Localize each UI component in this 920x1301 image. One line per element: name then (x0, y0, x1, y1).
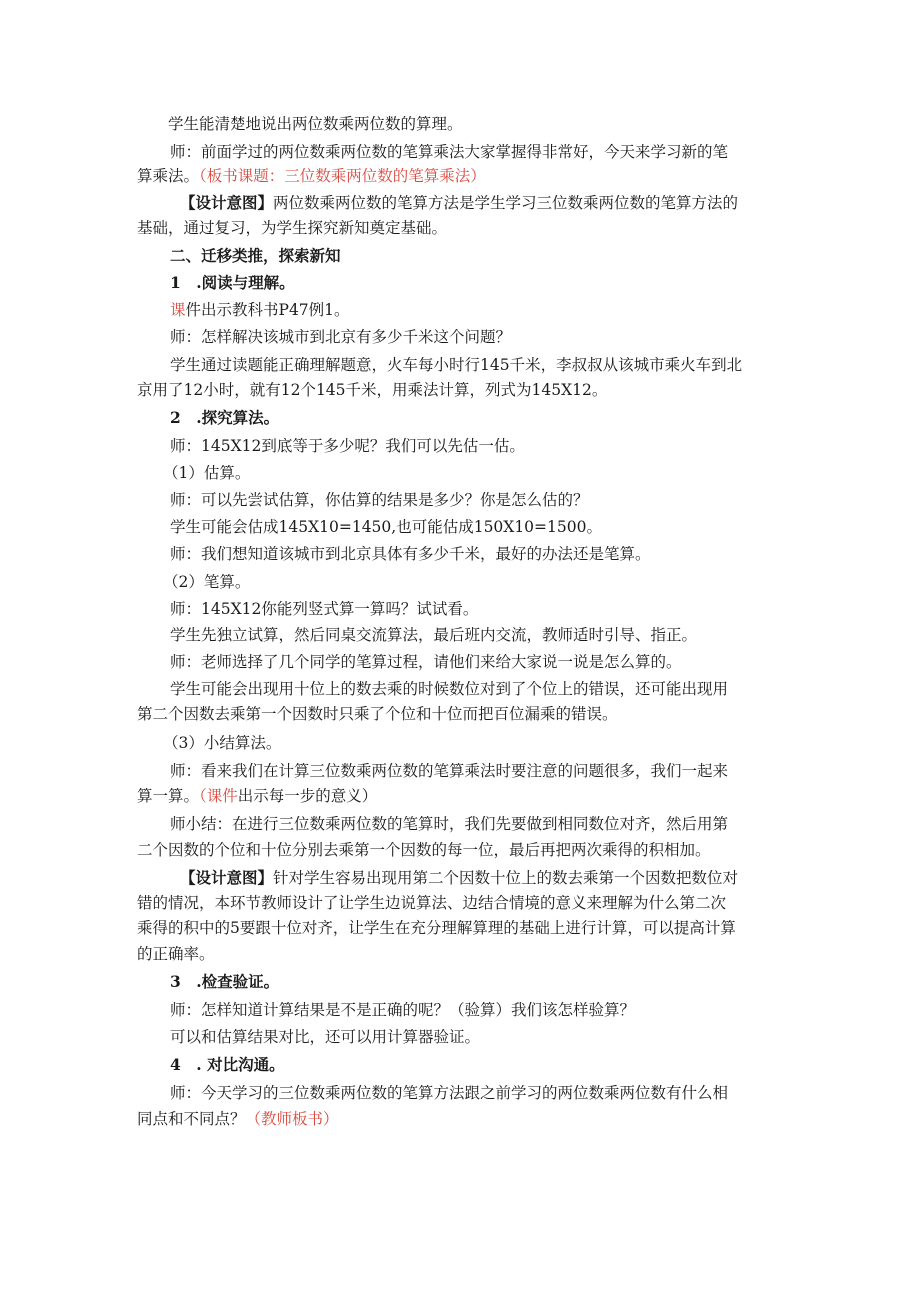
text-line: 1 .阅读与理解。 (170, 273, 295, 292)
text-line (180, 868, 738, 888)
text-line: 京用了12小时，就有12个145千米，用乘法计算，列式为145X12。 (137, 381, 608, 399)
text-line: 学生可能会估成145X10=1450,也可能估成150X10=1500。 (170, 518, 602, 536)
text-line: 二、迁移类推，探索新知 (170, 246, 341, 265)
design-intent-label: 【设计意图】 (180, 868, 274, 887)
text-line (137, 786, 377, 806)
text-line: 乘得的积中的5要跟十位对齐，让学生在充分理解算理的基础上进行计算，可以提高计算 (137, 919, 736, 937)
design-intent-label: 【设计意图】 (180, 193, 274, 212)
text-line: 师：看来我们在计算三位数乘两位数的笔算乘法时要注意的问题很多，我们一起来 (170, 762, 729, 780)
text-span: 件出示教科书P47例1。 (185, 301, 350, 319)
text-line: 4 . 对比沟通。 (170, 1055, 285, 1074)
text-line: 学生可能会出现用十位上的数去乘的时候数位对到了个位上的错误，还可能出现用 (170, 680, 729, 698)
annotation-text: （ (199, 787, 207, 805)
text-line (170, 300, 350, 320)
text-span: 出示每一步的意义） (237, 787, 378, 805)
text-line: 第二个因数去乘第一个因数时只乘了个位和十位而把百位漏乘的错误。 (137, 705, 618, 723)
text-line: 师：前面学过的两位数乘两位数的笔算乘法大家掌握得非常好，今天来学习新的笔 (170, 143, 729, 161)
text-line: 学生先独立试算，然后同桌交流算法，最后班内交流，教师适时引导、指正。 (170, 626, 698, 644)
text-line (180, 193, 738, 213)
text-line (137, 166, 486, 186)
text-span: 算一算。 (137, 787, 200, 805)
annotation-text: 课 (170, 301, 186, 319)
text-line: 师：怎样解决该城市到北京有多少千米这个问题？ (170, 328, 512, 346)
annotation-text: 课件 (206, 787, 238, 805)
text-span: 同点和不同点？ (137, 1110, 246, 1128)
text-line: 错的情况，本环节教师设计了让学生边说算法、边结合情境的意义来理解为什么第二次 (137, 894, 727, 912)
text-line: 二个因数的个位和十位分别去乘第一个因数的每一位，最后再把两次乘得的积相加。 (137, 841, 711, 859)
text-span: 两位数乘两位数的笔算方法是学生学习三位数乘两位数的笔算方法的 (273, 194, 739, 212)
text-line: 2 .探究算法。 (170, 408, 280, 427)
text-line: 可以和估算结果对比，还可以用计算器验证。 (170, 1028, 481, 1046)
text-line: 师：老师选择了几个同学的笔算过程，请他们来给大家说一说是怎么算的。 (170, 653, 682, 671)
text-line: 师：145X12你能列竖式算一算吗？试试看。 (170, 600, 479, 618)
text-line: 基础，通过复习，为学生探究新知奠定基础。 (137, 219, 448, 237)
annotation-text: （教师板书） (245, 1110, 339, 1128)
text-line: 学生能清楚地说出两位数乘两位数的算理。 (168, 115, 463, 133)
text-line: 师：我们想知道该城市到北京具体有多少千米，最好的办法还是笔算。 (170, 545, 651, 563)
text-span: 算乘法。 (137, 167, 200, 185)
text-line: （3）小结算法。 (163, 734, 282, 752)
text-line: 师：可以先尝试估算，你估算的结果是多少？你是怎么估的？ (170, 491, 589, 509)
text-line: 师：145X12到底等于多少呢？我们可以先估一估。 (170, 437, 525, 455)
text-line: 的正确率。 (137, 945, 215, 963)
text-line: （1）估算。 (163, 464, 251, 482)
text-line: （2）笔算。 (163, 573, 251, 591)
text-line (137, 1109, 339, 1129)
text-span: 针对学生容易出现用第二个因数十位上的数去乘第一个因数把数位对 (273, 869, 739, 887)
text-line: 师：今天学习的三位数乘两位数的笔算方法跟之前学习的两位数乘两位数有什么相 (170, 1084, 729, 1102)
text-line: 师：怎样知道计算结果是不是正确的呢？（验算）我们该怎样验算？ (170, 1001, 636, 1019)
text-line: 学生通过读题能正确理解题意，火车每小时行145千米，李叔叔从该城市乘火车到北 (170, 356, 743, 374)
annotation-text: （板书课题：三位数乘两位数的笔算乘法） (199, 167, 486, 185)
text-line: 师小结：在进行三位数乘两位数的笔算时，我们先要做到相同数位对齐，然后用第 (170, 815, 729, 833)
text-line: 3 .检查验证。 (170, 972, 280, 991)
